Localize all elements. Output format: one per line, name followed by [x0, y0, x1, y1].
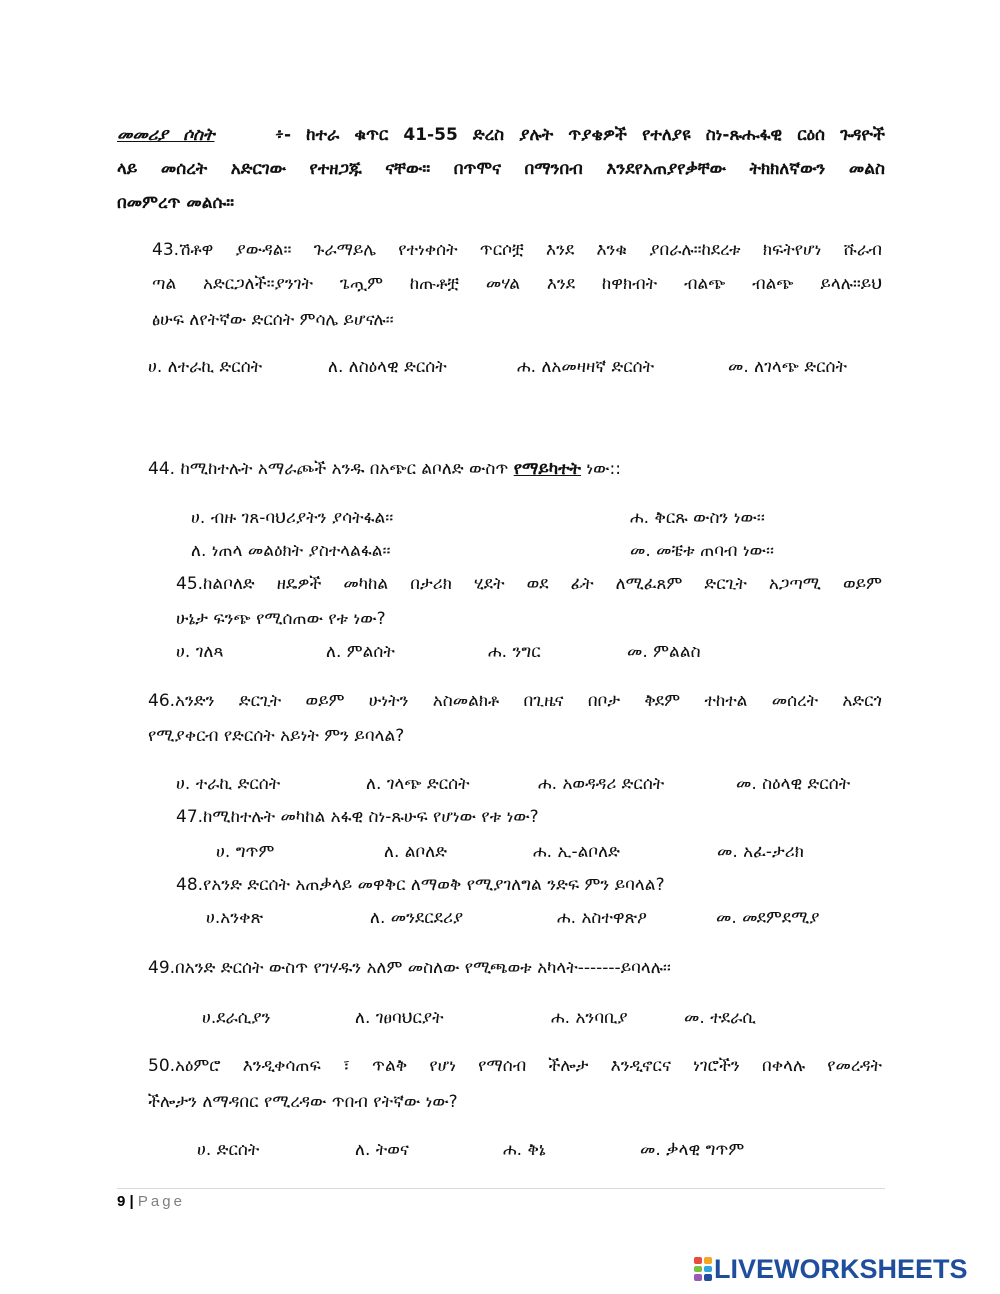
q48-option-b[interactable]: ለ. መንደርደሪያ [370, 908, 464, 928]
q43-option-a[interactable]: ሀ. ለተራኪ ድርሰት [148, 357, 263, 377]
q46-option-b[interactable]: ለ. ገላጭ ድርሰት [366, 774, 470, 794]
question-46-line-2: የሚያቀርብ የድርሰት አይነት ምን ይባላል? [148, 726, 405, 746]
q44-option-b[interactable]: ለ. ነጠላ መልዕክት ያስተላልፋል፡፡ [191, 541, 391, 561]
q47-option-d[interactable]: መ. አፈ-ታሪክ [717, 842, 804, 862]
question-44: 44. ከሚከተሉት አማራጮች አንዱ በአጭር ልቦለድ ውስጥ የማይካተት ነው:: [148, 459, 621, 479]
question-47: 47.ከሚከተሉት መካከል አፋዊ ስነ-ጹሁፍ የሆነው የቱ ነው? [176, 807, 539, 827]
instructions-line-2: ላይ መሰረት አድርገው የተዘጋጁ ናቸው። በጥሞና በማንበብ እንደየአጠያየቃቸው ትክክለኛውን መልስ [117, 159, 885, 179]
question-50-line-2: ችሎታን ለማዳበር የሚረዳው ጥበብ የትኛው ነው? [148, 1092, 458, 1112]
q48-option-a[interactable]: ሀ.አንቀጽ [206, 908, 264, 928]
q46-option-c[interactable]: ሐ. አወዳዳሪ ድርሰት [538, 774, 665, 794]
q47-option-c[interactable]: ሐ. ኢ-ልቦለድ [533, 842, 620, 862]
q45-option-b[interactable]: ለ. ምልሰት [326, 642, 395, 662]
instructions-line-3: በመምረጥ መልሱ። [117, 193, 235, 213]
q44-option-d[interactable]: መ. መቼቱ ጠባብ ነው፡፡ [630, 541, 774, 561]
question-44-emphasis: የማይካተት [513, 459, 582, 479]
logo-square [704, 1266, 712, 1273]
q49-option-c[interactable]: ሐ. አንባቢያ [551, 1008, 628, 1028]
instructions-line-1: መመሪያ ሶስት ፥- ከተራ ቁጥር 41-55 ድረስ ያሉት ጥያቄዎች የተለያዩ ስነ-ጹሑፋዊ ርዕሰ ጉዳዮች [117, 125, 885, 145]
q50-option-a[interactable]: ሀ. ድርሰት [197, 1140, 260, 1160]
question-45-line-2: ሁኔታ ፍንጭ የሚሰጠው የቱ ነው? [176, 609, 386, 629]
footer-divider [117, 1188, 885, 1189]
q49-option-a[interactable]: ሀ.ደራሲያን [202, 1008, 271, 1028]
question-46-line-1: 46.አንድን ድርጊት ወይም ሁነትን አስመልክቶ በጊዜና በቦታ ቅደም ተከተል መሰረት አድርጎ [148, 691, 882, 711]
page-footer [117, 1193, 185, 1210]
q47-option-b[interactable]: ለ. ልቦለድ [384, 842, 448, 862]
section-heading: መመሪያ ሶስት [117, 125, 215, 145]
instructions [117, 118, 885, 220]
logo-text: LIVEWORKSHEETS [714, 1253, 968, 1284]
logo-square [704, 1274, 712, 1281]
q44-option-a[interactable]: ሀ. ብዙ ገጸ-ባህሪያትን ያሳትፋል፡፡ [191, 508, 394, 528]
q45-option-a[interactable]: ሀ. ገለጻ [176, 642, 224, 662]
liveworksheets-logo [694, 1254, 968, 1284]
q45-option-c[interactable]: ሐ. ንግር [488, 642, 541, 662]
question-43-line-2: ጣል አድርጋለች።ያንገት ጌጧም ከጡቶቿ መሃል እንደ ከዋክብት ብልጭ ብልጭ ይላሉ።ይህ [152, 274, 882, 294]
q44-option-c[interactable]: ሐ. ቅርጹ ውስን ነው፡፡ [630, 508, 765, 528]
question-48: 48.የአንድ ድርሰት አጠቃላይ መዋቅር ለማወቅ የሚያገለግል ንድፍ ምን ይባላል? [176, 875, 665, 895]
q49-option-d[interactable]: መ. ተደራሲ [684, 1008, 756, 1028]
q50-option-c[interactable]: ሐ. ቅኔ [503, 1140, 546, 1160]
q48-option-c[interactable]: ሐ. አስተዋጽዖ [557, 908, 648, 928]
logo-square [694, 1274, 702, 1281]
q43-option-d[interactable]: መ. ለገላጭ ድርሰት [728, 357, 847, 377]
logo-square [704, 1257, 712, 1264]
q43-option-b[interactable]: ለ. ለስዕላዊ ድርሰት [328, 357, 447, 377]
footer-separator: | [129, 1193, 134, 1210]
logo-square [694, 1257, 702, 1264]
page-number: 9 [117, 1193, 126, 1210]
q45-option-d[interactable]: መ. ምልልስ [627, 642, 701, 662]
q48-option-d[interactable]: መ. መደምደሚያ [716, 908, 820, 928]
question-45-line-1: 45.ከልቦለድ ዘዴዎች መካከል በታሪክ ሂደት ወደ ፊት ለሚፈጸም ድርጊት አጋጣሚ ወይም [176, 574, 882, 594]
question-43-line-3: ፅሁፍ ለየትኛው ድርሰት ምሳሌ ይሆናሉ፡፡ [152, 310, 394, 330]
question-49: 49.በአንድ ድርሰት ውስጥ የገሃዱን አለም መስለው የሚጫወቱ አካላት-------ይባላሉ፡፡ [148, 958, 671, 978]
q47-option-a[interactable]: ሀ. ግጥም [216, 842, 275, 862]
logo-squares-icon [694, 1257, 712, 1281]
q46-option-d[interactable]: መ. ስዕላዊ ድርሰት [736, 774, 851, 794]
q50-option-d[interactable]: መ. ቃላዊ ግጥም [640, 1140, 745, 1160]
q46-option-a[interactable]: ሀ. ተራኪ ድርሰት [176, 774, 281, 794]
question-50-line-1: 50.አዕምሮ እንዲቀሳጠፍ ፣ ጥልቅ የሆነ የማሰብ ችሎታ እንዲኖርና ነገሮችን በቀላሉ የመረዳት [148, 1056, 882, 1076]
logo-square [694, 1266, 702, 1273]
page-label: Page [137, 1193, 185, 1210]
q43-option-c[interactable]: ሐ. ለአመዛዛኛ ድርሰት [517, 357, 655, 377]
q50-option-b[interactable]: ለ. ትወና [355, 1140, 409, 1160]
q49-option-b[interactable]: ለ. ገፀባህርያት [355, 1008, 444, 1028]
question-43-line-1: 43.ሽቶዋ ያውዳል። ጉራማይሌ የተነቀሰት ጥርሶቿ እንደ እንቁ ያበራሉ።ከደረቱ ክፍትየሆነ ሹራብ [152, 240, 882, 260]
